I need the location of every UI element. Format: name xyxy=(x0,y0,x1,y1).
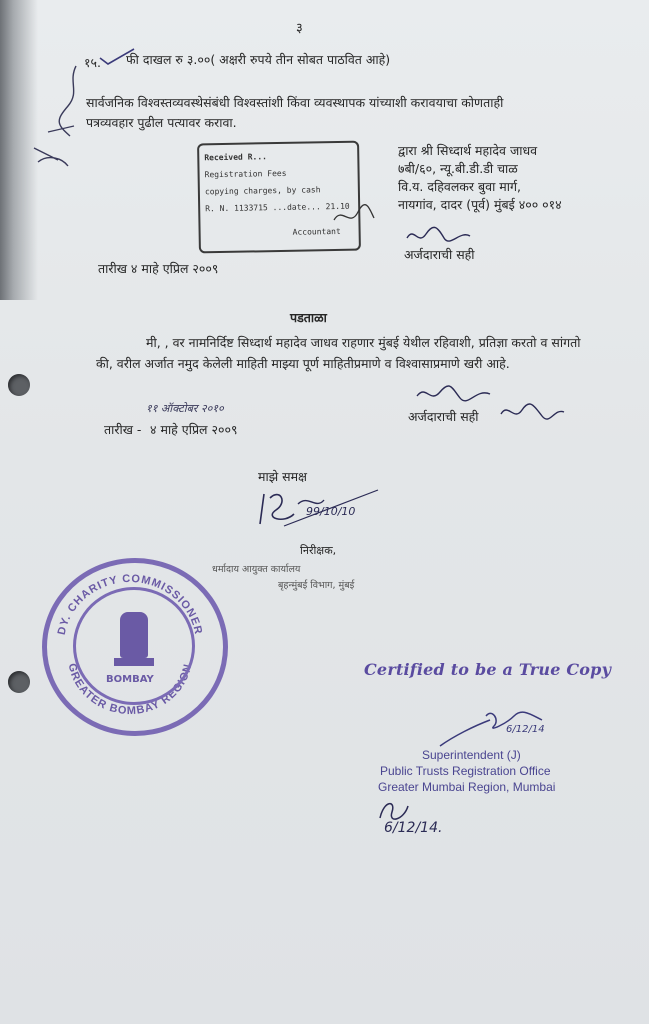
receipt-line1: Received R... xyxy=(204,152,267,163)
applicant-signature-1 xyxy=(404,224,474,248)
superintendent-title: Superintendent (J) xyxy=(422,748,521,762)
receipt-line3: copying charges, by cash xyxy=(204,185,321,197)
handwritten-date-3: 6/12/14. xyxy=(384,820,443,836)
check-mark-icon xyxy=(98,46,138,68)
verification-heading: पडताळा xyxy=(290,310,327,325)
applicant-signature-label-2: अर्जदाराची सही xyxy=(408,409,479,424)
punch-hole-top xyxy=(8,374,30,396)
superintendent-signature xyxy=(434,706,574,752)
page-number: ३ xyxy=(296,21,303,36)
receipt-line4: R. N. 1133715 ...date... 21.10 xyxy=(205,201,350,214)
correspondence-line2: पत्रव्यवहार पुढील पत्यावर करावा. xyxy=(86,115,237,130)
verification-line2: की, वरील अर्जात नमुद केलेली माहिती माझ्या पूर्ण माहितीप्रमाणे व विश्वासाप्रमाणे खरी आहे. xyxy=(96,356,510,371)
date-line1: तारीख ४ माहे एप्रिल २००९ xyxy=(98,261,219,276)
date-line2-printed: ४ माहे एप्रिल २००९ xyxy=(150,422,238,437)
punch-hole-bottom xyxy=(8,671,30,693)
handwritten-date: 99/10/10 xyxy=(306,505,356,518)
handwritten-date-2: 6/12/14 xyxy=(506,724,545,735)
address-line4: नायगांव, दादर (पूर्व) मुंबई ४०० ०१४ xyxy=(398,197,562,212)
date-line2-label: तारीख - xyxy=(104,422,142,437)
seal-inner-ring xyxy=(73,587,195,705)
receipt-initials xyxy=(330,200,380,230)
address-line3: वि.य. दहिवलकर बुवा मार्ग, xyxy=(398,179,522,194)
margin-scribble xyxy=(28,62,88,172)
applicant-signature-3 xyxy=(498,402,568,424)
address-line1: द्वारा श्री सिध्दार्थ महादेव जाधव xyxy=(398,143,538,158)
receipt-line2: Registration Fees xyxy=(204,168,287,180)
item-15-text: फी दाखल रु ३.००( अक्षरी रुपये तीन सोबत पाठवित आहे) xyxy=(126,52,391,67)
seal-center-text: BOMBAY xyxy=(106,674,154,685)
receipt-stamp xyxy=(197,141,361,254)
emblem-icon xyxy=(120,612,148,658)
inspector-title: निरीक्षक, xyxy=(300,544,337,557)
item-15-number: १५. xyxy=(84,55,101,70)
verification-line1: मी, , वर नामनिर्दिष्ट सिध्दार्थ महादेव जाधव राहणार मुंबई येथील रहिवाशी, प्रतिज्ञा करतो व सांगतो xyxy=(146,335,581,350)
correspondence-line1: सार्वजनिक विश्वस्तव्यवस्थेसंबंधी विश्वस्तांशी किंवा व्यवस्थापक यांच्याशी करावयाचा कोणताही xyxy=(86,95,504,110)
superintendent-region: Greater Mumbai Region, Mumbai xyxy=(378,780,556,794)
before-me-label: माझे समक्ष xyxy=(258,469,308,484)
applicant-signature-2 xyxy=(414,384,494,406)
inspector-line1: धर्मादाय आयुक्त कार्यालय xyxy=(212,564,301,575)
inspector-line2: बृहन्मुंबई विभाग, मुंबई xyxy=(278,580,355,591)
emblem-base xyxy=(114,658,154,666)
seal-bottom-text: GREATER BOMBAY REGION xyxy=(65,662,195,718)
official-seal xyxy=(42,558,228,736)
receipt-line5: Accountant xyxy=(292,226,341,237)
superintendent-office: Public Trusts Registration Office xyxy=(380,764,551,778)
handwritten-date-correction: ११ ऑक्टोबर २०१० xyxy=(146,402,224,415)
address-line2: ७बी/६०, न्यू.बी.डी.डी चाळ xyxy=(398,161,518,176)
applicant-signature-label: अर्जदाराची सही xyxy=(404,247,475,262)
seal-top-text: DY. CHARITY COMMISSIONER xyxy=(55,572,205,637)
certified-true-copy: Certified to be a True Copy xyxy=(364,660,612,679)
